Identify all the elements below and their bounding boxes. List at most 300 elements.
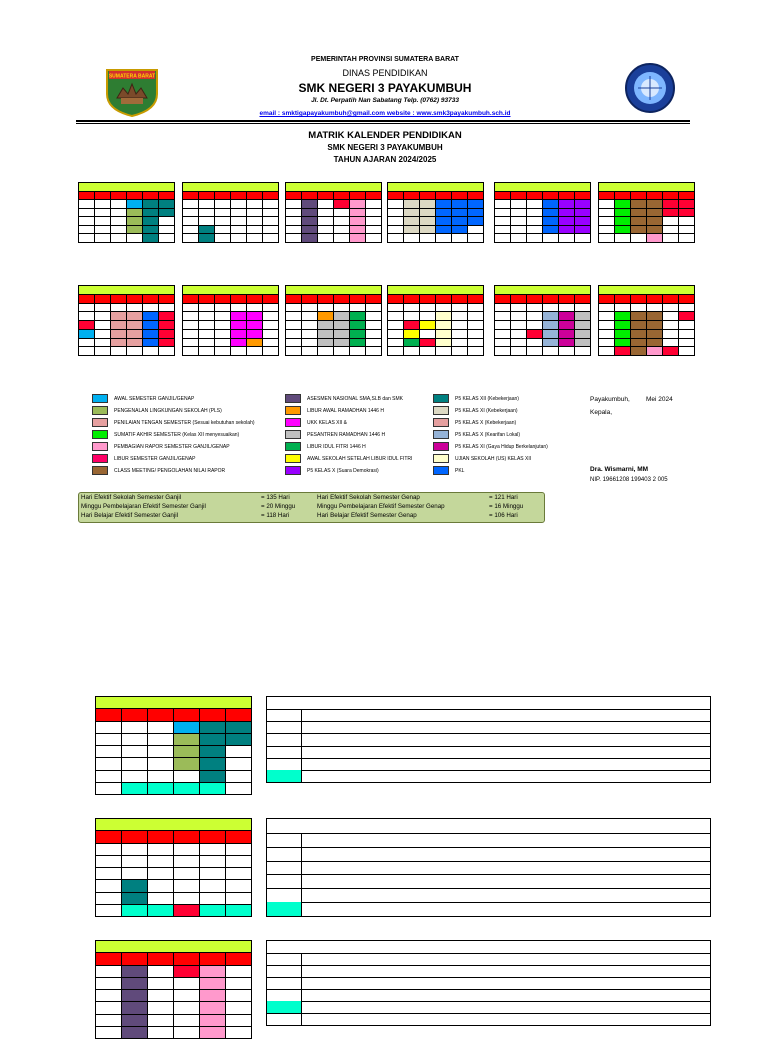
- day-cell: [404, 347, 420, 356]
- day-cell: [631, 329, 647, 338]
- day-cell: [615, 303, 631, 312]
- weekday-cell: [183, 191, 199, 200]
- day-cell: [452, 312, 468, 321]
- day-cell: [631, 208, 647, 217]
- day-cell: [174, 1002, 200, 1014]
- day-cell: [468, 338, 484, 347]
- day-cell: [388, 347, 404, 356]
- day-cell: [404, 338, 420, 347]
- day-cell: [263, 329, 279, 338]
- weekday-cell: [174, 709, 200, 721]
- legend-swatch: [92, 394, 108, 403]
- day-cell: [148, 977, 174, 989]
- day-cell: [200, 965, 226, 977]
- effective-days-summary: [78, 492, 545, 523]
- day-cell: [495, 225, 511, 234]
- day-cell: [615, 225, 631, 234]
- day-cell: [334, 347, 350, 356]
- month-grid: [387, 182, 484, 243]
- day-cell: [663, 225, 679, 234]
- weekday-cell: [318, 191, 334, 200]
- day-cell: [231, 338, 247, 347]
- day-cell: [148, 892, 174, 904]
- weekday-cell: [247, 294, 263, 303]
- month-header-cell: [79, 183, 175, 192]
- day-cell: [79, 208, 95, 217]
- legend-swatch: [92, 442, 108, 451]
- day-cell: [143, 225, 159, 234]
- day-cell: [183, 312, 199, 321]
- legend-label: P5 KELAS X (Suara Demokrasi): [307, 467, 379, 474]
- day-cell: [663, 208, 679, 217]
- day-cell: [559, 338, 575, 347]
- day-cell: [436, 329, 452, 338]
- day-cell: [495, 234, 511, 243]
- weekday-cell: [148, 831, 174, 843]
- day-cell: [148, 904, 174, 916]
- day-cell: [199, 303, 215, 312]
- day-cell: [247, 234, 263, 243]
- day-cell: [111, 200, 127, 209]
- day-cell: [334, 225, 350, 234]
- highlight-cell: [267, 770, 301, 782]
- day-cell: [404, 225, 420, 234]
- day-cell: [663, 329, 679, 338]
- legend-label: PKL: [455, 467, 465, 474]
- weekday-cell: [111, 191, 127, 200]
- day-cell: [679, 234, 695, 243]
- weekday-cell: [302, 191, 318, 200]
- department-name: DINAS PENDIDIKAN: [342, 68, 428, 78]
- detail-month-grid: [95, 696, 252, 795]
- day-cell: [366, 303, 382, 312]
- notes-table: [266, 696, 711, 783]
- day-cell: [575, 234, 591, 243]
- day-cell: [599, 217, 615, 226]
- day-cell: [350, 347, 366, 356]
- day-cell: [247, 208, 263, 217]
- day-cell: [215, 225, 231, 234]
- day-cell: [679, 347, 695, 356]
- month-header-cell: [388, 183, 484, 192]
- weekday-cell: [575, 191, 591, 200]
- legend-label: LIBUR SEMESTER GANJIL/GENAP: [114, 455, 196, 462]
- day-cell: [647, 225, 663, 234]
- highlight-cell: [267, 1001, 301, 1013]
- day-cell: [174, 855, 200, 867]
- day-cell: [334, 200, 350, 209]
- day-cell: [148, 1026, 174, 1038]
- day-cell: [231, 208, 247, 217]
- month-header-cell: [96, 819, 252, 831]
- day-cell: [159, 312, 175, 321]
- day-cell: [263, 225, 279, 234]
- day-cell: [318, 234, 334, 243]
- day-cell: [122, 782, 148, 794]
- day-cell: [174, 977, 200, 989]
- day-cell: [96, 868, 122, 880]
- day-cell: [575, 312, 591, 321]
- weekday-cell: [366, 191, 382, 200]
- day-cell: [215, 208, 231, 217]
- day-cell: [631, 347, 647, 356]
- day-cell: [350, 312, 366, 321]
- month-grid: [78, 285, 175, 356]
- day-cell: [495, 329, 511, 338]
- day-cell: [388, 338, 404, 347]
- day-cell: [174, 892, 200, 904]
- month-grid: [285, 285, 382, 356]
- day-cell: [420, 347, 436, 356]
- day-cell: [122, 1014, 148, 1026]
- day-cell: [263, 338, 279, 347]
- weekday-cell: [647, 294, 663, 303]
- day-cell: [122, 880, 148, 892]
- day-cell: [95, 225, 111, 234]
- day-cell: [174, 1014, 200, 1026]
- day-cell: [495, 217, 511, 226]
- day-cell: [79, 338, 95, 347]
- day-cell: [174, 782, 200, 794]
- weekday-cell: [559, 191, 575, 200]
- day-cell: [334, 303, 350, 312]
- day-cell: [143, 329, 159, 338]
- day-cell: [247, 225, 263, 234]
- day-cell: [631, 200, 647, 209]
- legend-item: [92, 430, 239, 439]
- day-cell: [468, 321, 484, 330]
- day-cell: [334, 217, 350, 226]
- day-cell: [247, 338, 263, 347]
- legend-label: AWAL SEMESTER GANJIL/GENAP: [114, 395, 195, 402]
- legend-label: PESANTREN RAMADHAN 1446 H: [307, 431, 386, 438]
- day-cell: [200, 990, 226, 1002]
- day-cell: [200, 904, 226, 916]
- svg-text:SUMATERA BARAT: SUMATERA BARAT: [108, 73, 156, 80]
- day-cell: [318, 217, 334, 226]
- day-cell: [111, 329, 127, 338]
- weekday-cell: [631, 191, 647, 200]
- day-cell: [511, 200, 527, 209]
- day-cell: [95, 347, 111, 356]
- weekday-cell: [495, 294, 511, 303]
- weekday-cell: [286, 294, 302, 303]
- day-cell: [318, 303, 334, 312]
- day-cell: [174, 843, 200, 855]
- day-cell: [388, 200, 404, 209]
- month-header-cell: [286, 286, 382, 295]
- day-cell: [79, 217, 95, 226]
- day-cell: [679, 312, 695, 321]
- legend-label: UJIAN SEKOLAH (US) KELAS XII: [455, 455, 532, 462]
- day-cell: [122, 1026, 148, 1038]
- legend-item: [433, 418, 516, 427]
- day-cell: [599, 234, 615, 243]
- day-cell: [663, 347, 679, 356]
- day-cell: [96, 721, 122, 733]
- province-logo: [101, 64, 163, 118]
- weekday-cell: [436, 294, 452, 303]
- legend-label: ASESMEN NASIONAL SMA,SLB dan SMK: [307, 395, 403, 402]
- weekday-cell: [96, 709, 122, 721]
- legend-item: [433, 442, 548, 451]
- day-cell: [511, 225, 527, 234]
- day-cell: [663, 303, 679, 312]
- day-cell: [679, 303, 695, 312]
- day-cell: [318, 338, 334, 347]
- day-cell: [350, 225, 366, 234]
- weekday-cell: [679, 191, 695, 200]
- weekday-cell: [599, 191, 615, 200]
- day-cell: [200, 733, 226, 745]
- day-cell: [286, 234, 302, 243]
- legend-swatch: [433, 466, 449, 475]
- weekday-cell: [79, 294, 95, 303]
- day-cell: [302, 200, 318, 209]
- day-cell: [215, 303, 231, 312]
- detail-month-grid: [95, 940, 252, 1039]
- day-cell: [286, 200, 302, 209]
- legend-swatch: [285, 454, 301, 463]
- day-cell: [559, 217, 575, 226]
- legend-label: PEMBAGIAN RAPOR SEMESTER GANJIL/GENAP: [114, 443, 230, 450]
- day-cell: [159, 303, 175, 312]
- day-cell: [199, 347, 215, 356]
- weekday-cell: [559, 294, 575, 303]
- day-cell: [127, 312, 143, 321]
- day-cell: [543, 208, 559, 217]
- legend-label: P5 KELAS X (Kebekerjaan): [455, 419, 517, 426]
- weekday-cell: [159, 294, 175, 303]
- day-cell: [127, 217, 143, 226]
- school-name: SMK NEGERI 3 PAYAKUMBUH: [298, 81, 472, 95]
- day-cell: [527, 347, 543, 356]
- day-cell: [174, 965, 200, 977]
- weekday-cell: [404, 191, 420, 200]
- legend-item: [285, 406, 384, 415]
- day-cell: [183, 200, 199, 209]
- legend-item: [92, 406, 222, 415]
- day-cell: [148, 855, 174, 867]
- day-cell: [200, 855, 226, 867]
- day-cell: [366, 234, 382, 243]
- day-cell: [366, 347, 382, 356]
- day-cell: [215, 312, 231, 321]
- weekday-cell: [663, 294, 679, 303]
- document-title: MATRIK KALENDER PENDIDIKAN: [308, 130, 462, 141]
- day-cell: [79, 200, 95, 209]
- day-cell: [159, 329, 175, 338]
- weekday-cell: [215, 191, 231, 200]
- day-cell: [148, 990, 174, 1002]
- day-cell: [543, 225, 559, 234]
- day-cell: [226, 880, 252, 892]
- day-cell: [631, 338, 647, 347]
- day-cell: [511, 329, 527, 338]
- day-cell: [631, 234, 647, 243]
- day-cell: [263, 312, 279, 321]
- day-cell: [247, 200, 263, 209]
- day-cell: [436, 200, 452, 209]
- weekday-cell: [226, 709, 252, 721]
- day-cell: [215, 200, 231, 209]
- legend-swatch: [92, 466, 108, 475]
- day-cell: [127, 208, 143, 217]
- day-cell: [559, 208, 575, 217]
- weekday-cell: [334, 191, 350, 200]
- day-cell: [226, 782, 252, 794]
- weekday-cell: [404, 294, 420, 303]
- day-cell: [420, 208, 436, 217]
- day-cell: [575, 303, 591, 312]
- day-cell: [143, 200, 159, 209]
- day-cell: [543, 312, 559, 321]
- day-cell: [199, 321, 215, 330]
- day-cell: [388, 321, 404, 330]
- month-header-cell: [96, 697, 252, 709]
- month-header-cell: [96, 941, 252, 953]
- day-cell: [159, 208, 175, 217]
- month-header-cell: [286, 183, 382, 192]
- day-cell: [559, 303, 575, 312]
- day-cell: [247, 329, 263, 338]
- day-cell: [334, 338, 350, 347]
- day-cell: [231, 347, 247, 356]
- day-cell: [679, 200, 695, 209]
- weekday-cell: [334, 294, 350, 303]
- day-cell: [511, 234, 527, 243]
- day-cell: [318, 312, 334, 321]
- legend-swatch: [433, 430, 449, 439]
- legend-label: P5 KELAS XI (Gaya Hidup Berkelanjutan): [455, 443, 548, 450]
- weekday-cell: [663, 191, 679, 200]
- day-cell: [679, 338, 695, 347]
- day-cell: [111, 217, 127, 226]
- day-cell: [302, 225, 318, 234]
- day-cell: [511, 321, 527, 330]
- day-cell: [302, 303, 318, 312]
- day-cell: [286, 329, 302, 338]
- day-cell: [199, 329, 215, 338]
- weekday-cell: [302, 294, 318, 303]
- signature-date: Mei 2024: [646, 396, 673, 403]
- day-cell: [543, 338, 559, 347]
- day-cell: [334, 234, 350, 243]
- day-cell: [183, 217, 199, 226]
- legend-label: UKK KELAS XII &: [307, 419, 348, 426]
- weekday-cell: [199, 191, 215, 200]
- government-name: PEMERINTAH PROVINSI SUMATERA BARAT: [311, 56, 459, 63]
- day-cell: [302, 329, 318, 338]
- weekday-cell: [679, 294, 695, 303]
- day-cell: [559, 225, 575, 234]
- day-cell: [96, 733, 122, 745]
- day-cell: [663, 217, 679, 226]
- day-cell: [543, 303, 559, 312]
- day-cell: [199, 200, 215, 209]
- day-cell: [111, 225, 127, 234]
- legend-label: SUMATIF AKHIR SEMESTER (Kelas XII menyesuaikan): [114, 431, 240, 438]
- legend-item: [285, 394, 403, 403]
- day-cell: [679, 217, 695, 226]
- day-cell: [231, 312, 247, 321]
- day-cell: [452, 234, 468, 243]
- legend-swatch: [285, 394, 301, 403]
- weekday-cell: [200, 953, 226, 965]
- day-cell: [215, 234, 231, 243]
- stat-label: Hari Efektif Sekolah Semester Ganjil: [81, 494, 182, 501]
- day-cell: [452, 338, 468, 347]
- school-contact-link[interactable]: email : smktigapayakumbuh@gmail.com website : www.smk3payakumbuh.sch.id: [259, 110, 511, 117]
- legend-item: [285, 454, 412, 463]
- day-cell: [159, 321, 175, 330]
- stat-label: Minggu Pembelajaran Efektif Semester Genap: [317, 503, 445, 510]
- day-cell: [148, 965, 174, 977]
- month-grid: [387, 285, 484, 356]
- day-cell: [199, 225, 215, 234]
- day-cell: [647, 321, 663, 330]
- weekday-cell: [95, 294, 111, 303]
- month-grid: [494, 285, 591, 356]
- weekday-cell: [527, 191, 543, 200]
- day-cell: [495, 303, 511, 312]
- day-cell: [226, 892, 252, 904]
- day-cell: [215, 321, 231, 330]
- weekday-cell: [263, 294, 279, 303]
- legend-item: [285, 442, 366, 451]
- legend-swatch: [285, 430, 301, 439]
- day-cell: [231, 303, 247, 312]
- day-cell: [96, 965, 122, 977]
- day-cell: [148, 721, 174, 733]
- day-cell: [183, 225, 199, 234]
- day-cell: [183, 329, 199, 338]
- legend-label: P5 KELAS XI (Kebekerjaan): [455, 407, 518, 414]
- weekday-cell: [199, 294, 215, 303]
- day-cell: [575, 208, 591, 217]
- legend-swatch: [285, 418, 301, 427]
- day-cell: [159, 234, 175, 243]
- signature-role: Kepala,: [590, 409, 613, 416]
- day-cell: [159, 338, 175, 347]
- day-cell: [183, 347, 199, 356]
- legend-swatch: [92, 454, 108, 463]
- day-cell: [183, 208, 199, 217]
- legend-item: [285, 418, 347, 427]
- day-cell: [615, 312, 631, 321]
- day-cell: [511, 217, 527, 226]
- day-cell: [366, 312, 382, 321]
- day-cell: [420, 321, 436, 330]
- month-grid: [182, 285, 279, 356]
- legend-item: [433, 406, 518, 415]
- day-cell: [183, 321, 199, 330]
- day-cell: [200, 1026, 226, 1038]
- weekday-cell: [615, 191, 631, 200]
- day-cell: [96, 977, 122, 989]
- stat-value: = 20 Minggu: [261, 503, 296, 510]
- stat-value: = 121 Hari: [489, 494, 518, 501]
- weekday-cell: [183, 294, 199, 303]
- day-cell: [174, 721, 200, 733]
- day-cell: [420, 234, 436, 243]
- day-cell: [286, 321, 302, 330]
- legend-label: PENGENALAN LINGKUNGAN SEKOLAH (PLS): [114, 407, 222, 414]
- day-cell: [350, 208, 366, 217]
- legend-label: AWAL SEKOLAH SETELAH LIBUR IDUL FITRI: [307, 455, 413, 462]
- legend-label: P5 KELAS X (Kearifan Lokal): [455, 431, 521, 438]
- month-header-cell: [495, 286, 591, 295]
